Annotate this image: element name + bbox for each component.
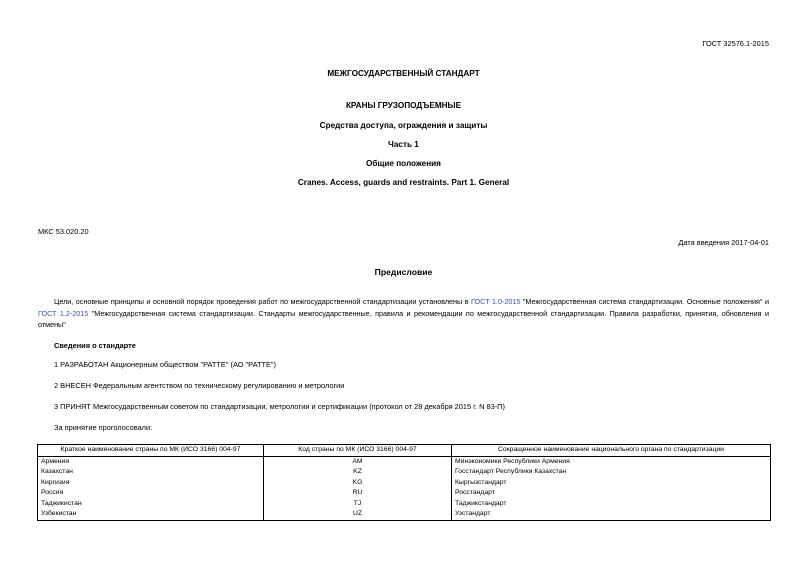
mks-code: МКС 53.020.20 xyxy=(38,227,89,236)
foreword-heading: Предисловие xyxy=(374,267,433,277)
code-cell: AM xyxy=(264,456,452,467)
code-cell: RU xyxy=(264,488,452,499)
header-code: Код страны по МК (ИСО 3166) 004-97 xyxy=(264,445,452,457)
code-cell: KG xyxy=(264,478,452,489)
body-cell: Росстандарт xyxy=(452,488,771,499)
header-body: Сокращенное наименование национального органа по стандартизации xyxy=(452,445,771,457)
country-cell: Киргизия xyxy=(38,478,264,489)
paragraph-text: "Межгосударственная система стандартизации. Стандарты межгосударственные, правила и рекомендации по межгосударственной стандартизации. Правила разработки, принятия, обновления и отмены" xyxy=(38,308,769,329)
gost-1-2-link[interactable]: ГОСТ 1.2-2015 xyxy=(38,308,89,318)
table-row xyxy=(38,488,771,499)
country-cell: Армения xyxy=(38,456,264,467)
country-cell: Казахстан xyxy=(38,467,264,478)
part-title: Общие положения xyxy=(366,159,441,168)
code-cell: UZ xyxy=(264,509,452,520)
body-cell: Таджикстандарт xyxy=(452,499,771,510)
item-adopted: 3 ПРИНЯТ Межгосударственным советом по стандартизации, метрологии и сертификации (протокол от 28 декабря 2015 г. N 83-П) xyxy=(54,402,505,411)
item-developed: 1 РАЗРАБОТАН Акционерным обществом "РАТТЕ" (АО "РАТТЕ") xyxy=(54,360,276,369)
document-title: КРАНЫ ГРУЗОПОДЪЕМНЫЕ xyxy=(345,101,462,110)
paragraph-text: "Межгосударственная система стандартизации. Основные положения" и xyxy=(520,297,769,306)
interstate-standard-label: МЕЖГОСУДАРСТВЕННЫЙ СТАНДАРТ xyxy=(327,69,480,78)
body-cell: Узстандарт xyxy=(452,509,771,520)
header-country: Краткое наименование страны по МК (ИСО 3166) 004-97 xyxy=(38,445,264,457)
country-cell: Россия xyxy=(38,488,264,499)
voted-label: За принятие проголосовали: xyxy=(54,423,153,432)
document-subtitle: Средства доступа, ограждения и защиты xyxy=(319,121,488,130)
country-cell: Таджикистан xyxy=(38,499,264,510)
paragraph-text: Цели, основные принципы и основной порядок проведения работ по межгосударственной стандартизации установлены в xyxy=(54,297,472,306)
body-cell: Кыргызстандарт xyxy=(452,478,771,489)
part-number: Часть 1 xyxy=(388,140,419,149)
countries-table xyxy=(37,444,771,521)
item-introduced: 2 ВНЕСЕН Федеральным агентством по техническому регулированию и метрологии xyxy=(54,381,345,390)
table-row xyxy=(38,467,771,478)
table-header-row xyxy=(38,445,771,457)
about-standard-heading: Сведения о стандарте xyxy=(54,341,136,350)
table-row xyxy=(38,499,771,510)
gost-1-0-link[interactable]: ГОСТ 1.0-2015 xyxy=(471,297,521,306)
body-cell: Госстандарт Республики Казахстан xyxy=(452,467,771,478)
document-number: ГОСТ 32576.1-2015 xyxy=(702,39,769,48)
table-row xyxy=(38,478,771,489)
foreword-paragraph xyxy=(38,296,769,331)
code-cell: TJ xyxy=(264,499,452,510)
english-title: Cranes. Access, guards and restraints. Part 1. General xyxy=(297,178,510,187)
introduction-date: Дата введения 2017-04-01 xyxy=(678,238,769,247)
code-cell: KZ xyxy=(264,467,452,478)
table-row xyxy=(38,509,771,520)
country-cell: Узбекистан xyxy=(38,509,264,520)
body-cell: Минэкономики Республики Армения xyxy=(452,456,771,467)
table-row xyxy=(38,456,771,467)
